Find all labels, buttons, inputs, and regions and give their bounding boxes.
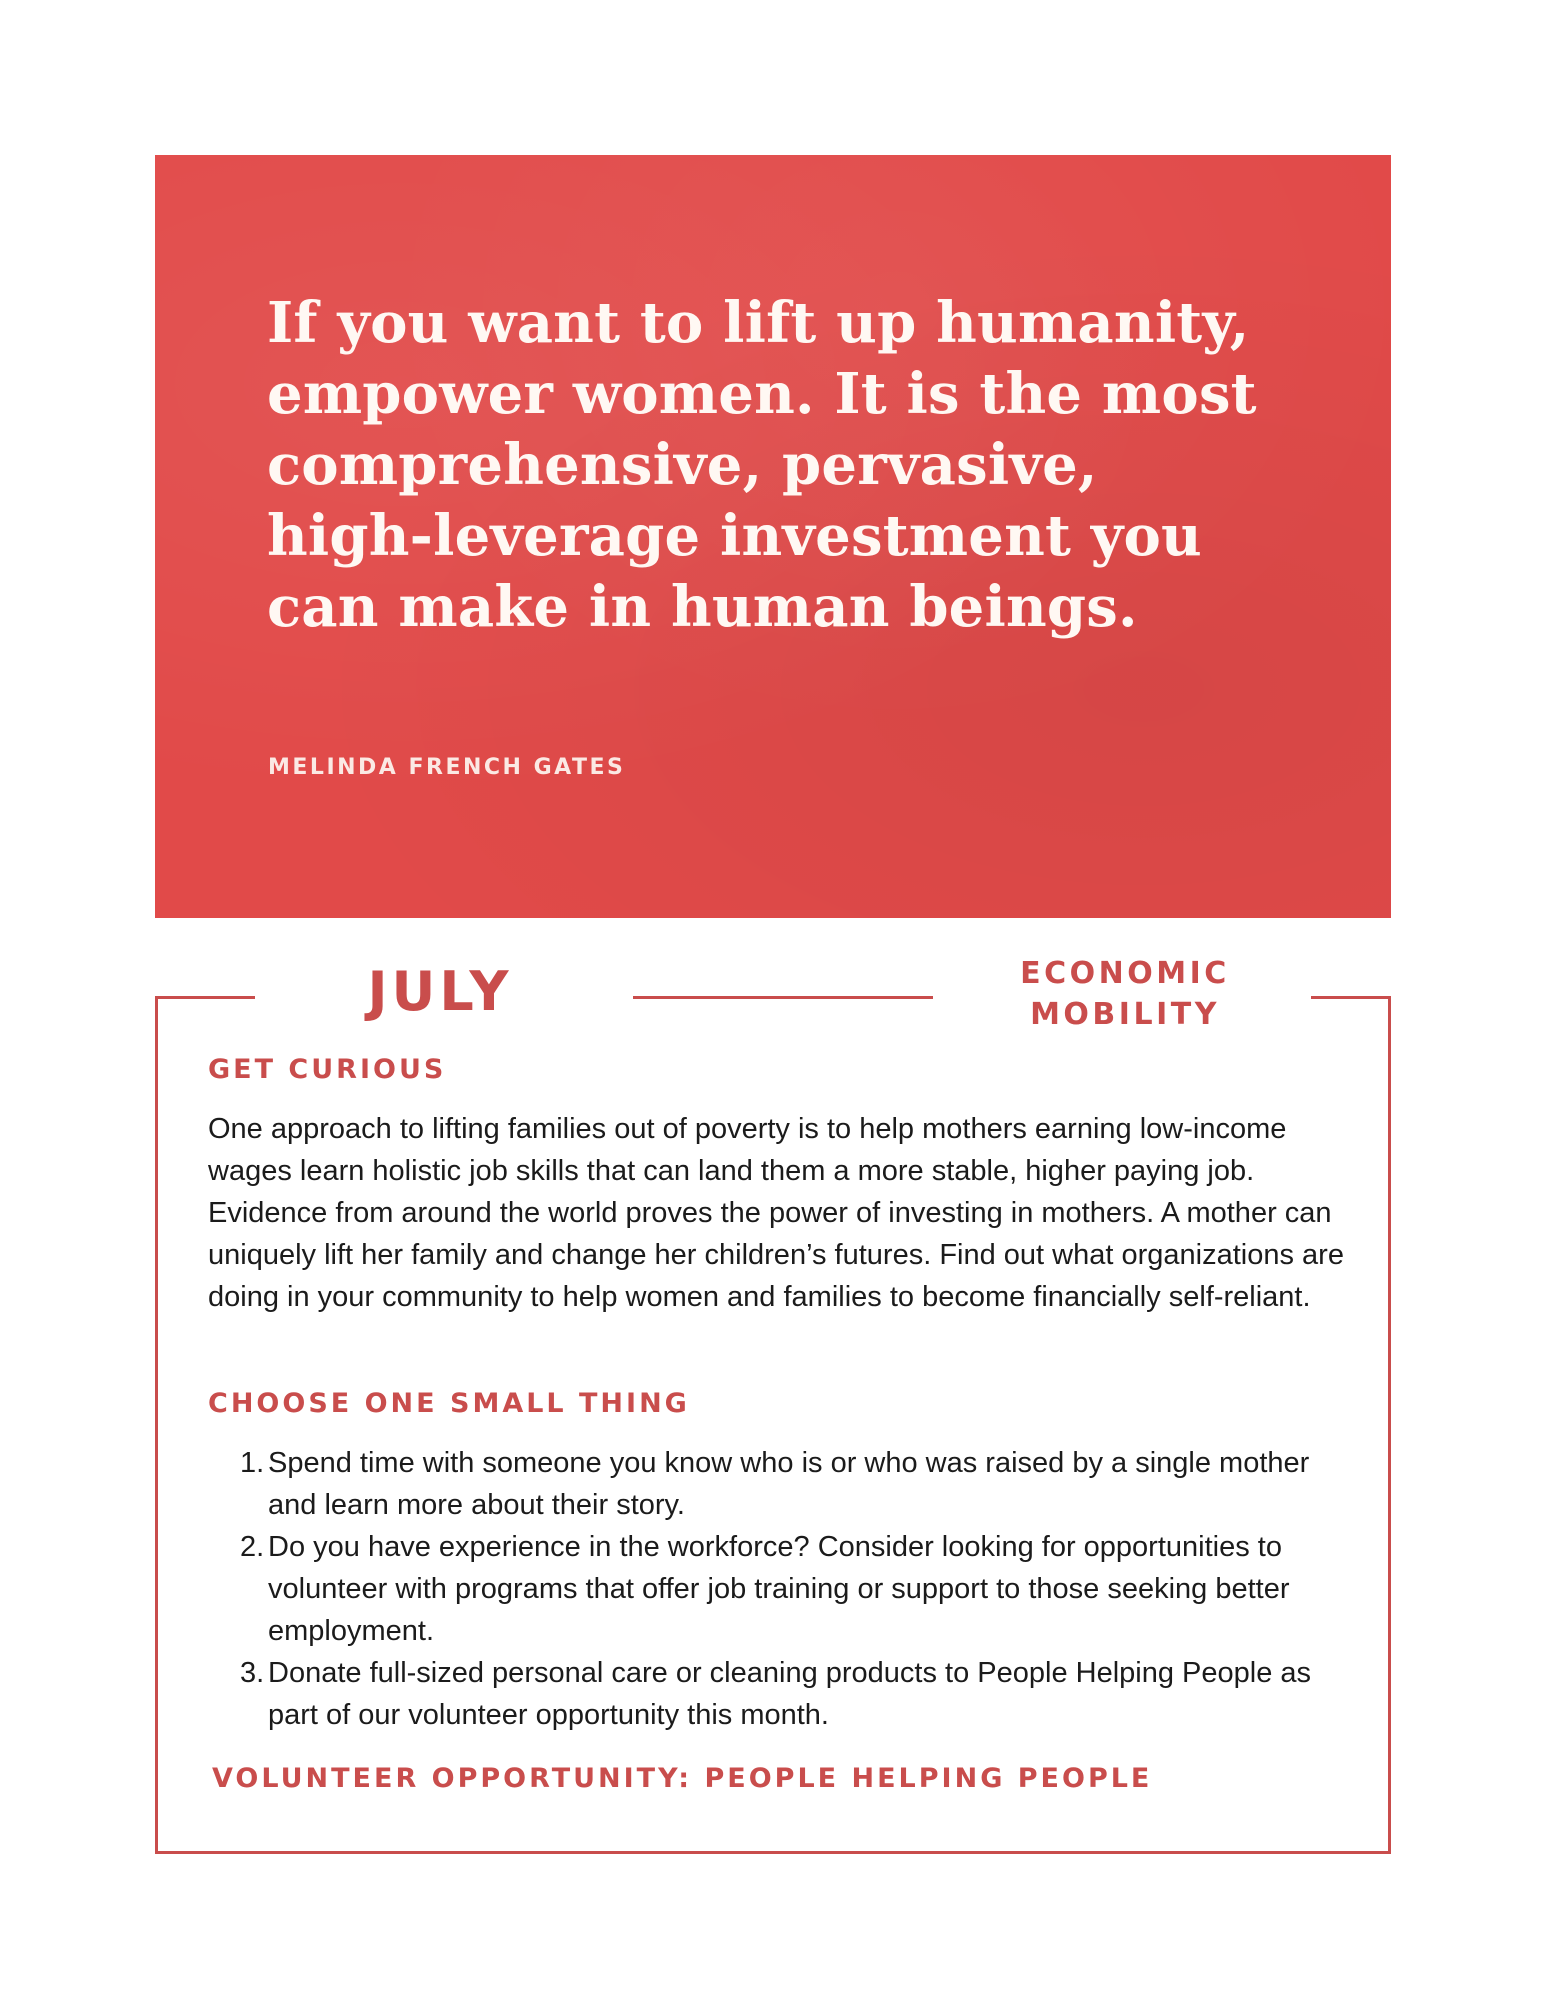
frame-top-left [155, 996, 255, 999]
frame-left [155, 996, 158, 1854]
quote-card [155, 155, 1391, 918]
month-title: JULY [367, 960, 513, 1023]
small-thing-heading: CHOOSE ONE SMALL THING [208, 1388, 690, 1419]
theme-title: ECONOMIC MOBILITY [1020, 956, 1230, 1032]
list-item-number: 2. [240, 1531, 265, 1563]
quote-line: high-leverage investment you [267, 503, 1202, 569]
small-thing-list [208, 1442, 1358, 1736]
quote-line: If you want to lift up humanity, [267, 290, 1250, 356]
list-item [208, 1652, 1358, 1736]
list-item-text: Spend time with someone you know who is or who was raised by a single mother and learn more about their story. [268, 1447, 1310, 1521]
list-item-text: Donate full-sized personal care or cleaning products to People Helping People as part of our volunteer opportunity this month. [268, 1657, 1312, 1731]
get-curious-body: One approach to lifting families out of poverty is to help mothers earning low-income wages learn holistic job skills that can land them a more stable, higher paying job. Evidence from around the world proves the power of investing in mothers. A mother can uniquely lift her family and change her children’s futures. Find out what organizations are doing in your community to help women and families to become financially self-reliant. [208, 1113, 1344, 1313]
quote-line: empower women. It is the most [267, 361, 1257, 427]
list-item-text: Do you have experience in the workforce? Consider looking for opportunities to volunteer with programs that offer job training or support to those seeking better employment. [268, 1531, 1290, 1647]
frame-right [1388, 996, 1391, 1854]
frame-top-middle [633, 996, 933, 999]
volunteer-opportunity-heading: VOLUNTEER OPPORTUNITY: PEOPLE HELPING PEOPLE [212, 1763, 1153, 1794]
quote-author: MELINDA FRENCH GATES [268, 755, 626, 780]
quote-line: can make in human beings. [267, 574, 1138, 640]
frame-top-right [1311, 996, 1391, 999]
list-item-number: 3. [240, 1657, 265, 1689]
list-item [208, 1442, 1358, 1526]
list-item-number: 1. [240, 1447, 265, 1479]
list-item [208, 1526, 1358, 1652]
get-curious-heading: GET CURIOUS [208, 1054, 447, 1085]
frame-bottom [155, 1851, 1391, 1854]
quote-text [267, 288, 1317, 643]
quote-line: comprehensive, pervasive, [267, 432, 1098, 498]
